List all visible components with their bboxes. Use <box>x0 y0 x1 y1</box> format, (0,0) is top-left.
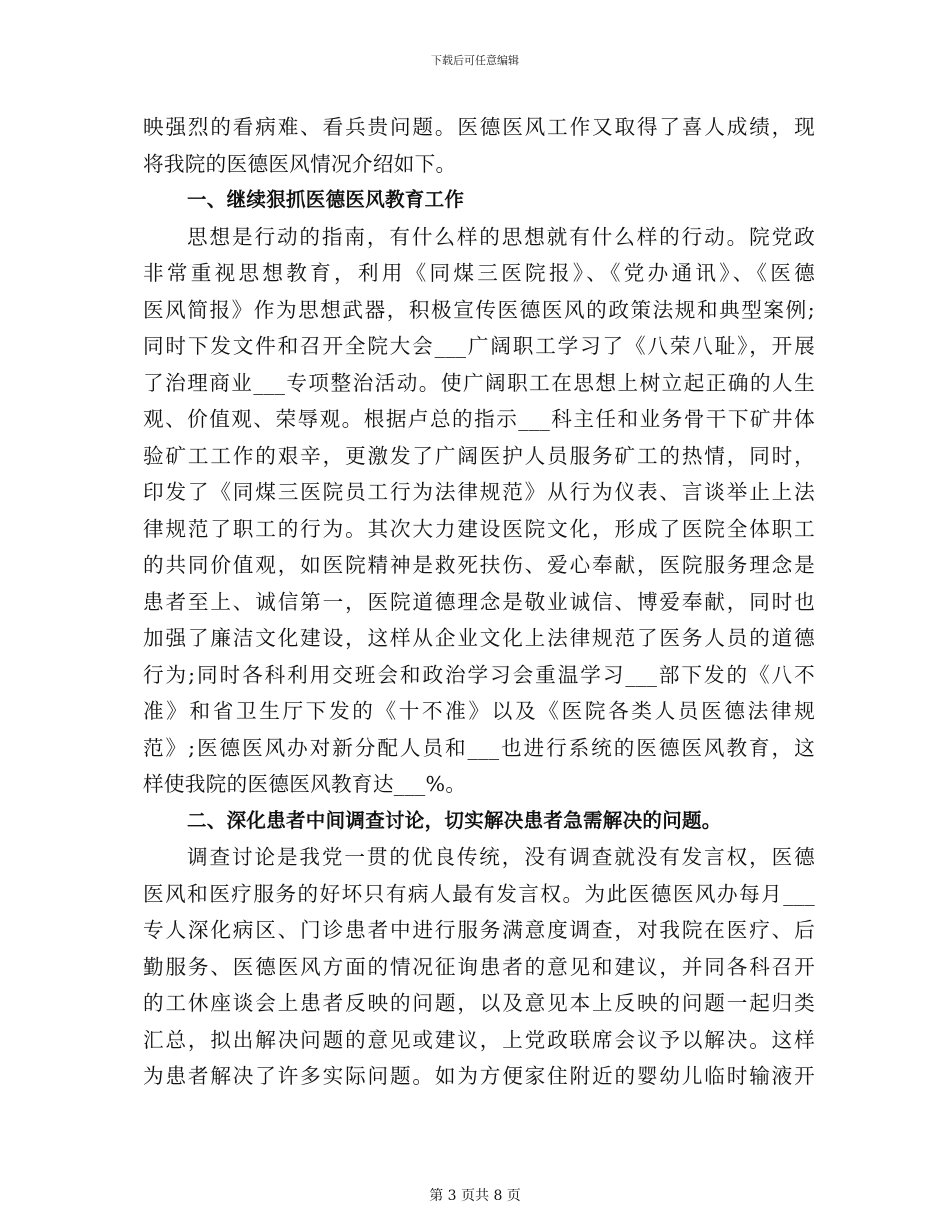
text-line: 调查讨论是我党一贯的优良传统，没有调查就没有发言权，医德 <box>187 845 815 869</box>
text-line: 准》和省卫生厅下发的《十不准》以及《医院各类人员医德法律规 <box>143 699 815 723</box>
text-line: 验矿工工作的艰辛，更激发了广阔医护人员服务矿工的热情，同时， <box>143 443 815 468</box>
text-line: 思想是行动的指南，有什么样的思想就有什么样的行动。院党政 <box>187 224 815 249</box>
text-line: 同时下发文件和召开全院大会___广阔职工学习了《八荣八耻》，开展 <box>143 334 815 358</box>
text-line: 二、深化患者中间调查讨论，切实解决患者急需解决的问题。 <box>187 808 722 832</box>
text-line: 勤服务、医德医风方面的情况征询患者的意见和建议，并同各科召开 <box>143 954 815 979</box>
text-line: 专人深化病区、门诊患者中进行服务满意度调查，对我院在医疗、后 <box>143 918 815 942</box>
text-line: 的工休座谈会上患者反映的问题，以及意见本上反映的问题一起归类 <box>143 991 815 1015</box>
text-line: 印发了《同煤三医院员工行为法律规范》从行为仪表、言谈举止上法 <box>143 480 815 504</box>
paragraph <box>143 219 815 803</box>
text-line: 律规范了职工的行为。其次大力建设医院文化，形成了医院全体职工 <box>143 516 815 541</box>
page-footer: 第 3 页共 8 页 <box>429 1188 521 1204</box>
text-line: 将我院的医德医风情况介绍如下。 <box>143 151 457 176</box>
text-line: 患者至上、诚信第一，医院道德理念是敬业诚信、博爱奉献，同时也 <box>143 589 815 614</box>
text-line: 非常重视思想教育，利用《同煤三医院报》、《党办通讯》、《医德 <box>143 261 815 285</box>
text-line: 映强烈的看病难、看兵贵问题。医德医风工作又取得了喜人成绩，现 <box>143 115 815 139</box>
text-line: 为患者解决了许多实际问题。如为方便家住附近的婴幼儿临时输液开 <box>143 1064 815 1088</box>
text-line: 范》;医德医风办对新分配人员和___也进行系统的医德医风教育，这 <box>143 735 815 760</box>
text-line: 的共同价值观，如医院精神是救死扶伤、爱心奉献，医院服务理念是 <box>143 553 815 577</box>
section-heading <box>143 182 815 219</box>
text-line: 一、继续狠抓医德医风教育工作 <box>187 188 465 211</box>
document-body <box>143 109 815 1095</box>
text-line: 加强了廉洁文化建设，这样从企业文化上法律规范了医务人员的道德 <box>143 626 815 650</box>
paragraph <box>143 109 815 182</box>
text-line: 样使我院的医德医风教育达___%。 <box>143 772 467 796</box>
text-line: 医风简报》作为思想武器，积极宣传医德医风的政策法规和典型案例; <box>143 297 815 322</box>
text-line: 汇总，拟出解决问题的意见或建议，上党政联席会议予以解决。这样 <box>143 1027 815 1052</box>
text-line: 观、价值观、荣辱观。根据卢总的指示___科主任和业务骨干下矿井体 <box>143 407 815 431</box>
text-line: 医风和医疗服务的好坏只有病人最有发言权。为此医德医风办每月___ <box>143 881 815 906</box>
page-header: 下载后可任意编辑 <box>431 54 519 67</box>
text-line: 行为;同时各科利用交班会和政治学习会重温学习___部下发的《八不 <box>143 662 815 687</box>
section-heading <box>143 803 815 840</box>
text-line: 了治理商业___专项整治活动。使广阔职工在思想上树立起正确的人生 <box>143 370 815 395</box>
paragraph <box>143 839 815 1095</box>
